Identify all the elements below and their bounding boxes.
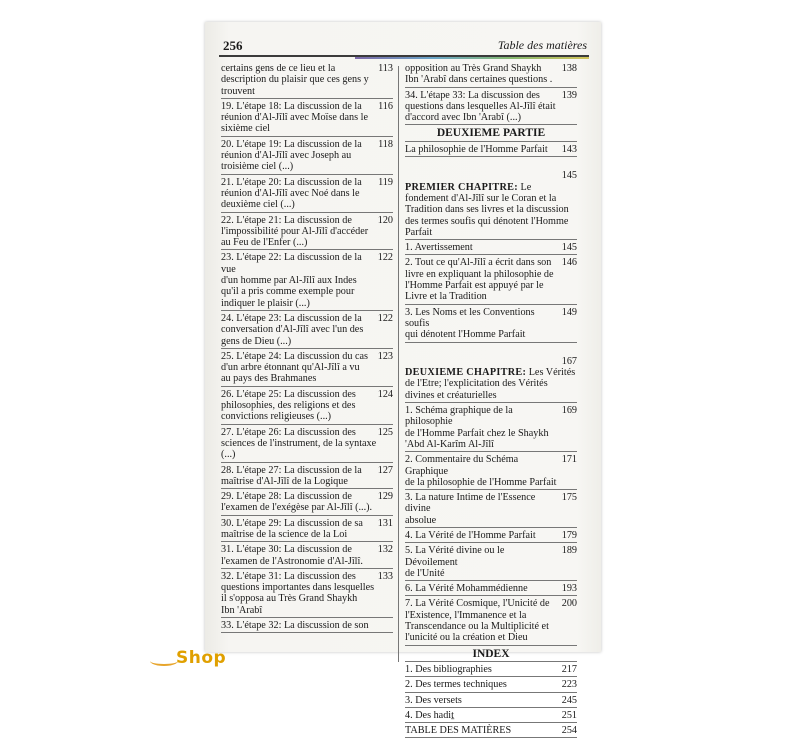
toc-page: 217 [561, 663, 577, 675]
toc-page: 124 [377, 388, 393, 400]
toc-text: 20. L'étape 19: La discussion de la réunion d'Al-Jîlî avec Joseph au troisième ciel (...) [221, 138, 362, 173]
toc-page: 133 [377, 570, 393, 582]
right-low-entries [405, 404, 577, 646]
toc-text: 30. L'étape 29: La discussion de sa maîtrise de la science de la Loi [221, 517, 363, 540]
toc-page: 146 [561, 257, 577, 269]
toc-page: 139 [561, 89, 577, 101]
toc-entry [405, 544, 577, 581]
toc-text: 7. La Vérité Cosmique, l'Unicité de l'Existence, l'Immanence et la Transcendance ou la Multiplicité et l'unicité ou la création et Dieu [405, 598, 550, 644]
toc-text: 26. L'étape 25: La discussion des philosophies, des religions et des convictions religieuses (...) [221, 388, 356, 423]
toc-text: opposition au Très Grand Shaykh Ibn 'Arabî dans certaines questions . [405, 63, 553, 86]
toc-text: 5. La Vérité divine ou le Dévoilement de l'Unité [405, 545, 505, 579]
column-divider [398, 66, 399, 662]
toc-text: 3. La nature Intime de l'Essence divine absolue [405, 492, 536, 526]
right-top-entries [405, 62, 577, 125]
toc-entry [221, 138, 393, 175]
toc-entry [221, 570, 393, 618]
toc-page: 131 [377, 517, 393, 529]
toc-entry [221, 251, 393, 310]
toc-entry [405, 678, 577, 692]
toc-text: 34. L'étape 33: La discussion des questions dans lesquelles Al-Jîlî était d'accord avec Ibn 'Arabî (...) [405, 89, 556, 124]
right-mid-entries [405, 241, 577, 342]
toc-entry [405, 597, 577, 645]
toc-page: 122 [377, 312, 393, 324]
toc-text: 4. La Vérité de l'Homme Parfait [405, 529, 536, 541]
toc-text: 23. L'étape 22: La discussion de la vue d'un homme par Al-Jîlî aux Indes qu'il a pris comme exemple pour indiquer le plaisir (...) [221, 252, 362, 309]
toc-text: 19. L'étape 18: La discussion de la réunion d'Al-Jîlî avec Moïse dans le sixième ciel [221, 100, 368, 135]
toc-text: 25. L'étape 24: La discussion du cas d'un arbre étonnant qu'Al-Jîlî a vu au pays des Brahmanes [221, 350, 368, 385]
toc-entry [405, 306, 577, 343]
toc-text: 21. L'étape 20: La discussion de la réunion d'Al-Jîlî avec Noé dans le deuxième ciel (...) [221, 176, 362, 211]
toc-page: 200 [561, 598, 577, 610]
toc-page: 175 [561, 492, 577, 504]
index-heading: INDEX [405, 647, 577, 662]
toc-text: 1. Des bibliographies [405, 663, 492, 675]
toc-page: 149 [561, 306, 577, 318]
toc-page: 245 [561, 694, 577, 706]
logo-swirl [150, 656, 178, 666]
index-entries [405, 663, 577, 738]
toc-right-column [405, 62, 577, 739]
toc-page: 138 [561, 63, 577, 74]
toc-text: 28. L'étape 27: La discussion de la maîtrise d'Al-Jîlî de la Logique [221, 464, 362, 487]
chapter-label: DEUXIEME CHAPITRE: [405, 367, 527, 379]
toc-text: 2. Commentaire du Schéma Graphique de la philosophie de l'Homme Parfait [405, 454, 557, 488]
toc-text: 3. Les Noms et les Conventions soufis qui dénotent l'Homme Parfait [405, 306, 535, 341]
toc-left-column [221, 62, 393, 634]
toc-page: 169 [561, 405, 577, 417]
toc-entry [405, 62, 577, 88]
page-number: 256 [223, 38, 243, 53]
toc-page: 125 [377, 426, 393, 438]
toc-entry [221, 312, 393, 349]
toc-entry [221, 464, 393, 490]
toc-entry [405, 582, 577, 596]
toc-entry [405, 256, 577, 304]
shop-logo[interactable]: Shop [176, 648, 227, 668]
toc-text: La philosophie de l'Homme Parfait [405, 143, 548, 155]
toc-text: 1. Avertissement [405, 242, 473, 254]
toc-entry [221, 543, 393, 569]
toc-page: 119 [378, 176, 393, 188]
toc-entry [405, 89, 577, 126]
chapter-one [405, 158, 577, 240]
toc-text: 2. Tout ce qu'Al-Jîlî a écrit dans son livre en expliquant la philosophie de l'Homme Parfait est appuyé par le Livre et la Tradition [405, 257, 554, 303]
toc-entry [405, 453, 577, 490]
toc-page: 116 [378, 100, 393, 112]
toc-entry [221, 100, 393, 137]
page-header [219, 36, 589, 56]
toc-text: TABLE DES MATIÈRES [405, 725, 512, 737]
toc-entry [405, 724, 577, 738]
toc-entry [405, 143, 577, 157]
toc-page: 223 [561, 679, 577, 691]
toc-entry [221, 176, 393, 213]
toc-page: 193 [561, 583, 577, 595]
toc-entry [221, 62, 393, 99]
toc-text: 22. L'étape 21: La discussion de l'impossibilité pour Al-Jîlî d'accéder au Feu de l'Enfer (...) [221, 214, 369, 249]
toc-entry [405, 709, 577, 723]
toc-text: 32. L'étape 31: La discussion des questions importantes dans lesquelles il s'opposa au Très Grand Shaykh Ibn 'Arabî [221, 570, 375, 616]
chapter-text: Les Vérités de l'Etre; l'explicitation des Vérités divines et créaturielles [405, 367, 576, 401]
book-page [205, 22, 601, 737]
toc-text: 33. L'étape 32: La discussion de son [221, 620, 369, 632]
toc-page: 132 [377, 544, 393, 556]
toc-text: 1. Schéma graphique de la philosophie de l'Homme Parfait chez le Shaykh 'Abd Al-Karîm Al-Jîlî [405, 405, 549, 450]
chapter-label: PREMIER CHAPITRE: [405, 181, 518, 193]
toc-page: 145 [561, 242, 577, 254]
toc-page: 120 [377, 214, 393, 226]
toc-entry [405, 663, 577, 677]
toc-page: 189 [561, 545, 577, 557]
toc-entry [221, 619, 393, 633]
toc-text: 31. L'étape 30: La discussion de l'examen de l'Astronomie d'Al-Jîlî. [221, 544, 363, 567]
toc-entry [405, 404, 577, 452]
toc-entry [221, 490, 393, 516]
toc-page: 145 [561, 170, 577, 182]
toc-entry [221, 426, 393, 463]
running-title: Table des matières [497, 38, 587, 52]
toc-entry [221, 214, 393, 251]
toc-entry [405, 529, 577, 543]
toc-text: 24. L'étape 23: La discussion de la conversation d'Al-Jîlî avec l'un des gens de Dieu (...) [221, 312, 364, 347]
toc-text: certains gens de ce lieu et la description du plaisir que ces gens y trouvent [221, 63, 369, 97]
toc-text: 4. Des hadiṯ [405, 709, 454, 721]
part-heading: DEUXIEME PARTIE [405, 126, 577, 141]
toc-page: 127 [377, 464, 393, 476]
toc-page: 251 [561, 709, 577, 721]
toc-entry [221, 517, 393, 543]
toc-entry [221, 350, 393, 387]
toc-page: 179 [561, 529, 577, 541]
toc-page: 171 [561, 454, 577, 466]
toc-page: 122 [377, 252, 393, 264]
toc-page: 123 [377, 350, 393, 362]
toc-entry [221, 388, 393, 425]
toc-page: 129 [377, 491, 393, 503]
chapter-two [405, 344, 577, 403]
header-color-rule [355, 57, 589, 59]
toc-page: 113 [378, 63, 393, 74]
toc-text: 2. Des termes techniques [405, 679, 507, 691]
toc-page: 143 [561, 143, 577, 155]
toc-entry [405, 241, 577, 255]
toc-page: 167 [561, 355, 577, 367]
chapter-text: Le fondement d'Al-Jîlî sur le Coran et la Tradition dans ses livres et la discussion des termes soufis qui dénotent l'Homme Parfait [405, 181, 569, 238]
toc-text: 29. L'étape 28: La discussion de l'examen de l'exégèse par Al-Jîlî (...). [221, 491, 373, 514]
toc-entry [405, 491, 577, 528]
toc-entry [405, 694, 577, 708]
toc-text: 6. La Vérité Mohammédienne [405, 583, 528, 595]
toc-text: 27. L'étape 26: La discussion des sciences de l'instrument, de la syntaxe (...) [221, 426, 377, 461]
toc-page: 118 [378, 138, 393, 150]
toc-text: 3. Des versets [405, 694, 462, 706]
toc-page: 254 [561, 725, 577, 737]
